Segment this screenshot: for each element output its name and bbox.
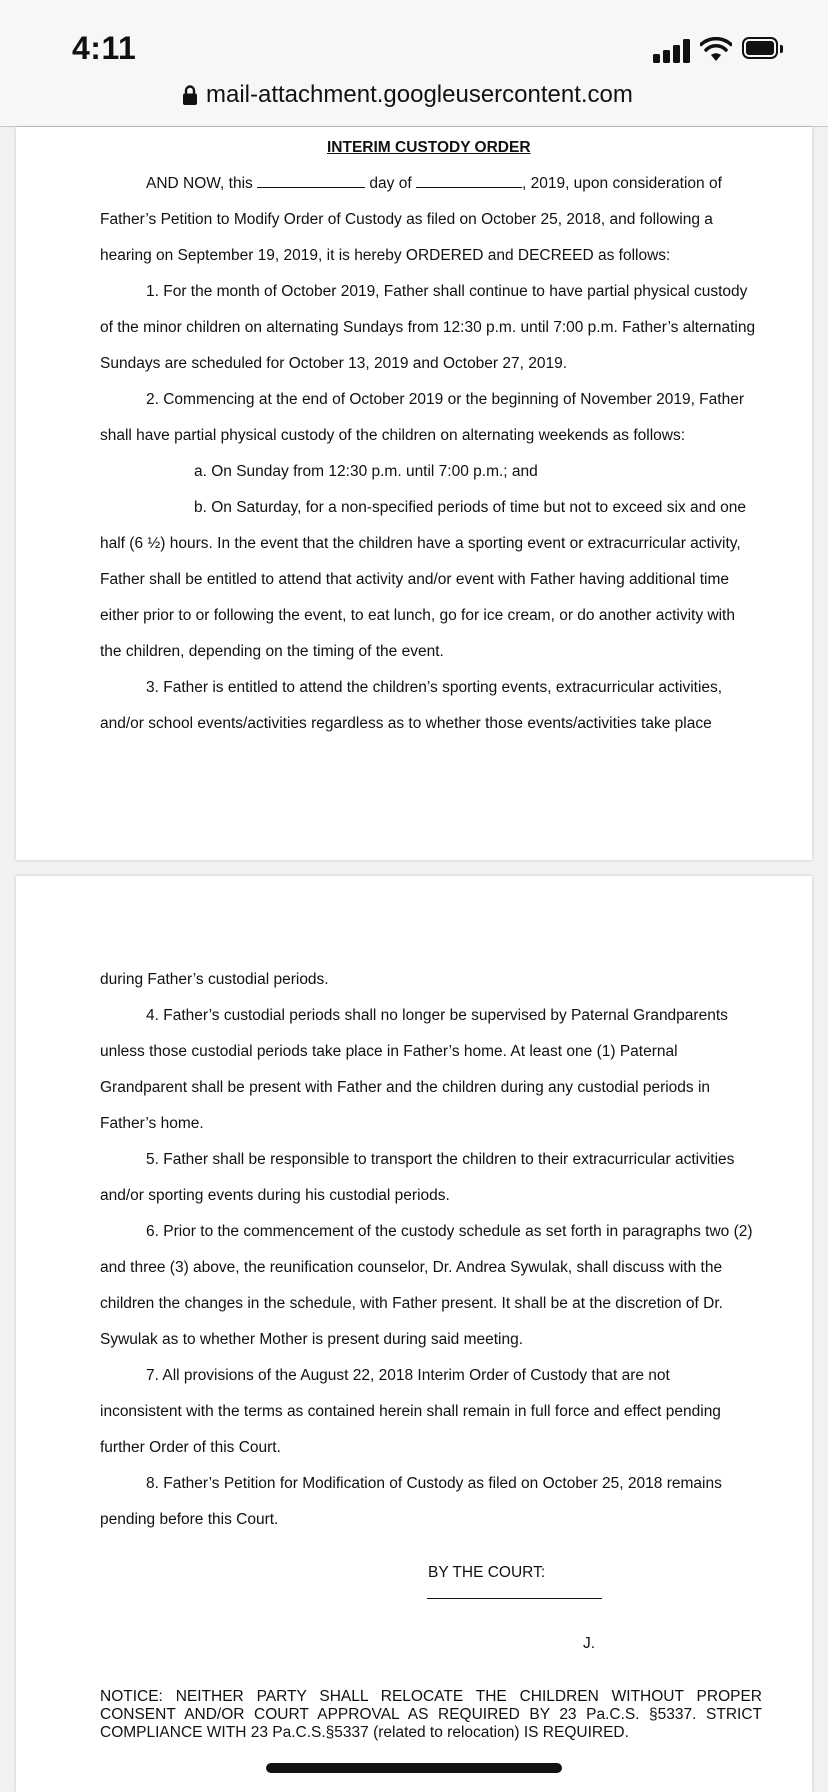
signature-line — [427, 1598, 602, 1599]
intro-line-3: hearing on September 19, 2019, it is hereby ORDERED and DECREED as follows: — [100, 247, 671, 264]
paragraph-6-line: Sywulak as to whether Mother is present during said meeting. — [100, 1331, 524, 1348]
notice-line: NOTICE: NEITHER PARTY SHALL RELOCATE THE CHILDREN WITHOUT PROPER — [100, 1688, 762, 1705]
paragraph-7-line: 7. All provisions of the August 22, 2018 Interim Order of Custody that are not — [146, 1367, 670, 1384]
document-page-1 — [16, 127, 812, 860]
paragraph-3-line: and/or school events/activities regardless as to whether those events/activities take place — [100, 715, 712, 732]
wifi-icon — [700, 37, 732, 63]
url-text[interactable]: mail-attachment.googleusercontent.com — [206, 81, 633, 108]
paragraph-6-line: and three (3) above, the reunification counselor, Dr. Andrea Sywulak, shall discuss with the — [100, 1259, 723, 1276]
paragraph-2-line: shall have partial physical custody of the children on alternating weekends as follows: — [100, 427, 686, 444]
paragraph-2b-line: the children, depending on the timing of the event. — [100, 643, 444, 660]
paragraph-3-line: 3. Father is entitled to attend the children’s sporting events, extracurricular activities, — [146, 679, 723, 696]
paragraph-3-line: during Father’s custodial periods. — [100, 971, 329, 988]
paragraph-6-line: children the changes in the schedule, with Father present. It shall be at the discretion of Dr. — [100, 1295, 723, 1312]
judge-suffix: J. — [583, 1635, 596, 1652]
paragraph-8-line: pending before this Court. — [100, 1511, 279, 1528]
paragraph-2-line: 2. Commencing at the end of October 2019 or the beginning of November 2019, Father — [146, 391, 744, 408]
document-title: INTERIM CUSTODY ORDER — [327, 139, 531, 156]
paragraph-2b-line: either prior to or following the event, to eat lunch, go for ice cream, or do another activity with — [100, 607, 735, 624]
paragraph-6-line: 6. Prior to the commencement of the custody schedule as set forth in paragraphs two (2) — [146, 1223, 753, 1240]
intro-line-1: AND NOW, this day of , 2019, upon consideration of — [146, 175, 722, 192]
month-blank — [416, 175, 522, 188]
paragraph-2a-line: a. On Sunday from 12:30 p.m. until 7:00 p.m.; and — [194, 463, 538, 480]
paragraph-4-line: Father’s home. — [100, 1115, 204, 1132]
paragraph-1-line: of the minor children on alternating Sundays from 12:30 p.m. until 7:00 p.m. Father’s alternating — [100, 319, 756, 336]
day-blank — [257, 175, 365, 188]
paragraph-1-line: Sundays are scheduled for October 13, 2019 and October 27, 2019. — [100, 355, 568, 372]
cellular-signal-icon — [653, 39, 691, 63]
paragraph-2b-line: Father shall be entitled to attend that activity and/or event with Father having additional time — [100, 571, 729, 588]
intro-line-2: Father’s Petition to Modify Order of Custody as filed on October 25, 2018, and following a — [100, 211, 713, 228]
home-indicator[interactable] — [266, 1763, 562, 1773]
paragraph-5-line: and/or sporting events during his custodial periods. — [100, 1187, 450, 1204]
notice-block — [100, 1688, 762, 1724]
battery-icon — [742, 37, 786, 63]
paragraph-7-line: further Order of this Court. — [100, 1439, 281, 1456]
paragraph-4-line: 4. Father’s custodial periods shall no longer be supervised by Paternal Grandparents — [146, 1007, 728, 1024]
notice-line: COMPLIANCE WITH 23 Pa.C.S.§5337 (related to relocation) IS REQUIRED. — [100, 1724, 629, 1741]
paragraph-4-line: Grandparent shall be present with Father and the children during any custodial periods in — [100, 1079, 711, 1096]
paragraph-2b-line: b. On Saturday, for a non-specified periods of time but not to exceed six and one — [194, 499, 747, 516]
paragraph-2b-line: half (6 ½) hours. In the event that the children have a sporting event or extracurricular activity, — [100, 535, 741, 552]
address-bar[interactable] — [0, 70, 828, 127]
paragraph-1-line: 1. For the month of October 2019, Father shall continue to have partial physical custody — [146, 283, 748, 300]
paragraph-7-line: inconsistent with the terms as contained herein shall remain in full force and effect pending — [100, 1403, 721, 1420]
paragraph-8-line: 8. Father’s Petition for Modification of Custody as filed on October 25, 2018 remains — [146, 1475, 722, 1492]
by-the-court-label: BY THE COURT: — [428, 1564, 546, 1581]
notice-line: CONSENT AND/OR COURT APPROVAL AS REQUIRED BY 23 Pa.C.S. §5337. STRICT — [100, 1706, 762, 1723]
lock-icon — [182, 84, 198, 106]
status-time: 4:11 — [72, 30, 137, 66]
paragraph-5-line: 5. Father shall be responsible to transport the children to their extracurricular activities — [146, 1151, 735, 1168]
paragraph-4-line: unless those custodial periods take place in Father’s home. At least one (1) Paternal — [100, 1043, 678, 1060]
